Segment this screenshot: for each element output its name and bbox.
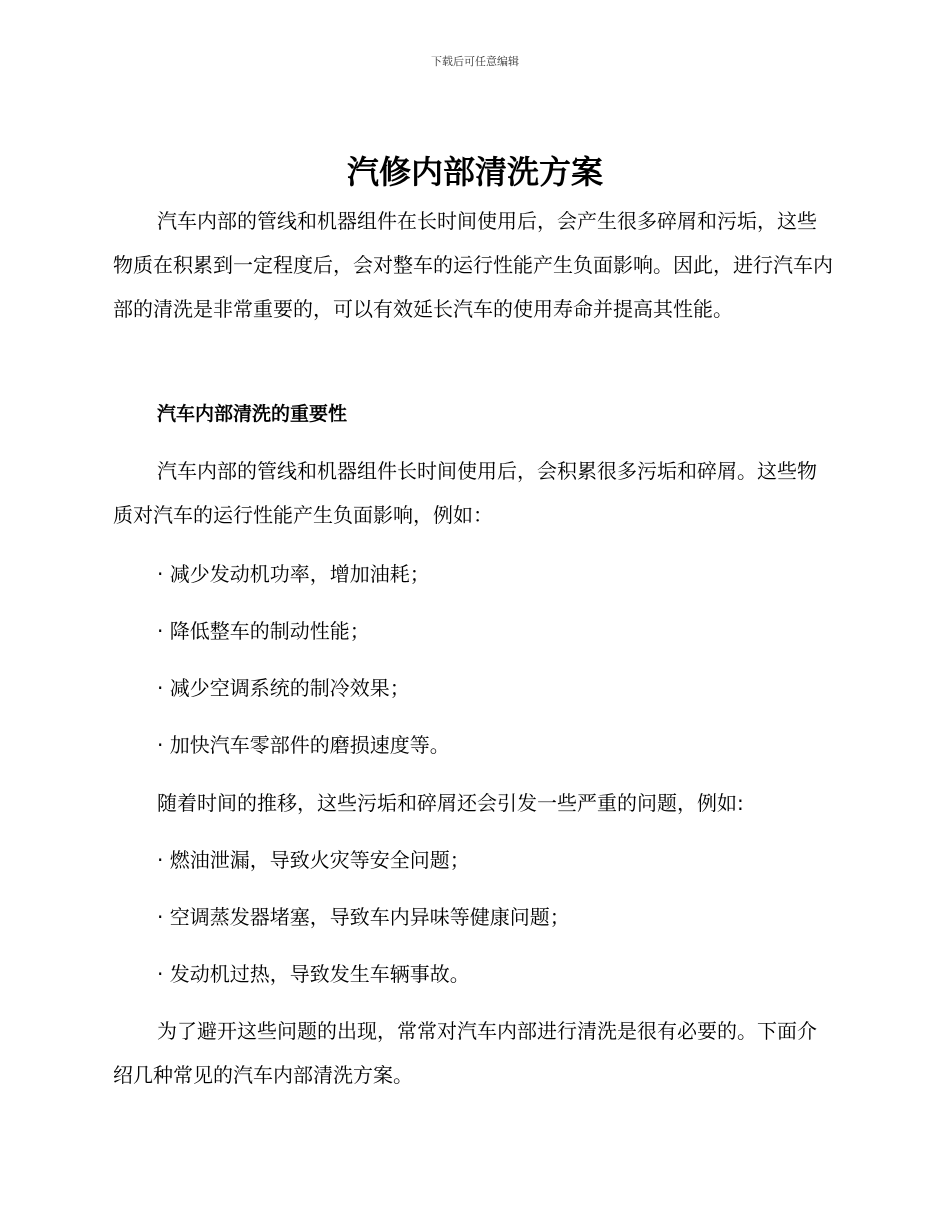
serious-problem-item: · 发动机过热，导致发生车辆事故。 [157, 962, 470, 986]
effect-item: · 降低整车的制动性能； [157, 619, 370, 643]
closing-paragraph: 为了避开这些问题的出现，常常对汽车内部进行清洗是很有必要的。下面介绍几种常见的汽车内部清洗方案。 [113, 1019, 817, 1087]
section-heading-importance: 汽车内部清洗的重要性 [157, 403, 348, 425]
section1-paragraph: 汽车内部的管线和机器组件长时间使用后，会积累很多污垢和碎屑。这些物质对汽车的运行性能产生负面影响，例如： [113, 459, 817, 527]
header-note: 下载后可任意编辑 [431, 55, 519, 68]
serious-problem-item: · 空调蒸发器堵塞，导致车内异味等健康问题； [157, 905, 570, 929]
document-title: 汽修内部清洗方案 [346, 153, 603, 191]
effect-item: · 减少空调系统的制冷效果； [157, 676, 410, 700]
intro-paragraph: 汽车内部的管线和机器组件在长时间使用后，会产生很多碎屑和污垢，这些物质在积累到一定程度后，会对整车的运行性能产生负面影响。因此，进行汽车内部的清洗是非常重要的，可以有效延长汽车的使用寿命并提高其性能。 [113, 209, 833, 321]
serious-problems-intro: 随着时间的推移，这些污垢和碎屑还会引发一些严重的问题，例如: [157, 791, 744, 815]
effect-item: · 减少发动机功率，增加油耗； [157, 562, 430, 586]
serious-problem-item: · 燃油泄漏，导致火灾等安全问题； [157, 848, 470, 872]
effect-item: · 加快汽车零部件的磨损速度等。 [157, 733, 450, 757]
